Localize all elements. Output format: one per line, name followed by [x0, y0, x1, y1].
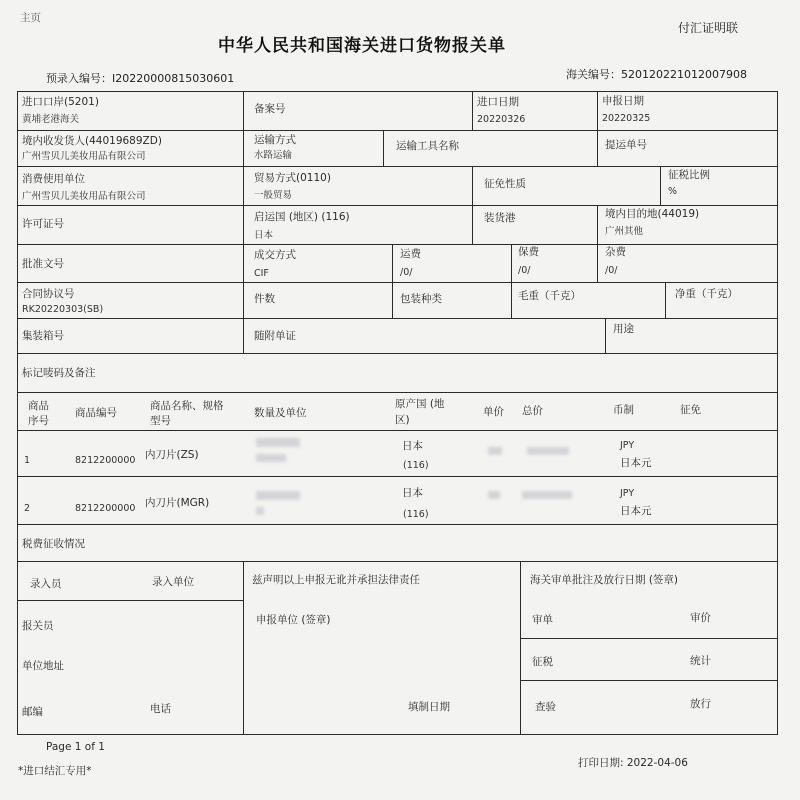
record-number-label: 备案号: [254, 103, 286, 115]
goods-seq-header-1: 商品: [28, 400, 49, 412]
unit-address-label: 单位地址: [22, 660, 64, 672]
pre-entry-number: 预录入编号：I20220000815030601: [46, 72, 235, 85]
destination-value: 广州其他: [605, 226, 644, 237]
import-date-value: 20220326: [477, 114, 526, 125]
import-port-label: 进口口岸(5201): [22, 96, 99, 108]
copy-label: 付汇证明联: [678, 21, 739, 35]
transport-mode-label: 运输方式: [254, 134, 296, 146]
destination-label: 境内目的地(44019): [605, 208, 700, 220]
tax-ratio-value: %: [668, 186, 678, 197]
consignee-label: 境内收发货人(44019689ZD): [22, 135, 162, 147]
consumer-unit-value: 广州雪贝儿美妆用品有限公司: [22, 191, 146, 202]
customs-number: 海关编号：520120221012007908: [566, 68, 747, 81]
redacted-unit: [256, 507, 264, 515]
goods-origin: 日本: [402, 440, 423, 452]
license-number-label: 许可证号: [22, 218, 64, 230]
goods-exemption-header: 征免: [680, 404, 701, 416]
entry-unit-label: 录入单位: [152, 576, 194, 588]
declaring-unit-label: 申报单位 (签章): [256, 614, 331, 626]
consignee-value: 广州雪贝儿美妆用品有限公司: [22, 151, 146, 162]
package-type-label: 包装种类: [400, 293, 442, 305]
usage-label: 用途: [613, 323, 634, 335]
customs-approval-label: 海关审单批注及放行日期 (签章): [530, 574, 679, 586]
trade-mode-value: 一般贸易: [254, 190, 293, 201]
goods-name: 内刀片(ZS): [145, 449, 199, 461]
goods-code: 8212200000: [75, 503, 136, 514]
redacted-total-price: [527, 447, 569, 455]
footer-note: *进口结汇专用*: [18, 765, 92, 777]
import-date-label: 进口日期: [477, 96, 519, 108]
redacted-unit-price: [488, 447, 502, 455]
goods-code: 8212200000: [75, 455, 136, 466]
goods-unit-price-header: 单价: [483, 406, 504, 418]
redacted-quantity: [256, 491, 300, 500]
goods-currency-name: 日本元: [620, 457, 652, 469]
declaration-date-value: 20220325: [602, 113, 651, 124]
redacted-total-price: [522, 491, 572, 499]
statistics-label: 统计: [690, 655, 711, 667]
approval-number-label: 批准文号: [22, 258, 64, 270]
goods-name-header-2: 型号: [150, 415, 171, 427]
entry-clerk-label: 录入员: [30, 578, 62, 590]
postcode-label: 邮编: [22, 706, 43, 718]
gross-weight-label: 毛重（千克）: [518, 290, 581, 302]
page-number: Page 1 of 1: [46, 741, 105, 753]
consumer-unit-label: 消费使用单位: [22, 173, 85, 185]
goods-code-header: 商品编号: [75, 407, 117, 419]
redacted-unit: [256, 454, 286, 462]
contract-number-label: 合同协议号: [22, 288, 75, 300]
trade-mode-label: 贸易方式(0110): [254, 172, 331, 184]
deal-mode-value: CIF: [254, 268, 269, 279]
origin-country-label: 启运国 (地区) (116): [254, 211, 350, 223]
phone-label: 电话: [150, 703, 171, 715]
insurance-label: 保费: [518, 246, 539, 258]
attached-docs-label: 随附单证: [254, 330, 296, 342]
exemption-nature-label: 征免性质: [484, 178, 526, 190]
declaration-date-label: 申报日期: [602, 95, 644, 107]
freight-label: 运费: [400, 248, 421, 260]
misc-fee-value: /0/: [605, 265, 618, 276]
goods-origin: 日本: [402, 487, 423, 499]
release-label: 放行: [690, 698, 711, 710]
fill-date-label: 填制日期: [408, 701, 450, 713]
goods-currency-name: 日本元: [620, 505, 652, 517]
declaration-statement: 兹声明以上申报无讹并承担法律责任: [252, 574, 420, 586]
goods-name: 内刀片(MGR): [145, 497, 210, 509]
import-port-value: 黄埔老港海关: [22, 114, 80, 125]
contract-number-value: RK20220303(SB): [22, 304, 104, 315]
goods-origin-header-2: 区): [395, 414, 410, 426]
tax-ratio-label: 征税比例: [668, 169, 710, 181]
deal-mode-label: 成交方式: [254, 249, 296, 261]
insurance-value: /0/: [518, 265, 531, 276]
tax-label: 征税: [532, 656, 553, 668]
goods-seq: 2: [24, 503, 31, 514]
inspection-label: 查验: [535, 701, 556, 713]
goods-total-price-header: 总价: [522, 405, 543, 417]
goods-qty-header: 数量及单位: [254, 407, 307, 419]
goods-currency-code: JPY: [620, 440, 635, 451]
print-date: 打印日期: 2022-04-06: [578, 757, 688, 769]
container-number-label: 集装箱号: [22, 330, 64, 342]
page-title: 中华人民共和国海关进口货物报关单: [218, 36, 506, 56]
goods-origin-header-1: 原产国 (地: [395, 398, 445, 410]
pieces-label: 件数: [254, 293, 275, 305]
redacted-unit-price: [488, 491, 500, 499]
loading-port-label: 装货港: [484, 212, 516, 224]
goods-currency-header: 币制: [613, 404, 634, 416]
goods-origin-code: (116): [403, 460, 429, 471]
redacted-quantity: [256, 438, 300, 447]
tax-collection-label: 税费征收情况: [22, 538, 85, 550]
bill-of-lading-label: 提运单号: [605, 139, 647, 151]
home-label: 主页: [20, 12, 41, 24]
freight-value: /0/: [400, 267, 413, 278]
review-label: 审单: [532, 614, 553, 626]
appraisal-label: 审价: [690, 612, 711, 624]
goods-currency-code: JPY: [620, 488, 635, 499]
marks-remarks-label: 标记唛码及备注: [22, 367, 96, 379]
net-weight-label: 净重（千克）: [675, 288, 738, 300]
goods-name-header-1: 商品名称、规格: [150, 400, 224, 412]
goods-origin-code: (116): [403, 509, 429, 520]
origin-country-value: 日本: [254, 230, 274, 241]
misc-fee-label: 杂费: [605, 246, 626, 258]
broker-label: 报关员: [22, 620, 54, 632]
goods-seq: 1: [24, 455, 31, 466]
vehicle-name-label: 运输工具名称: [396, 140, 459, 152]
transport-mode-value: 水路运输: [254, 150, 293, 161]
goods-seq-header-2: 序号: [28, 415, 49, 427]
